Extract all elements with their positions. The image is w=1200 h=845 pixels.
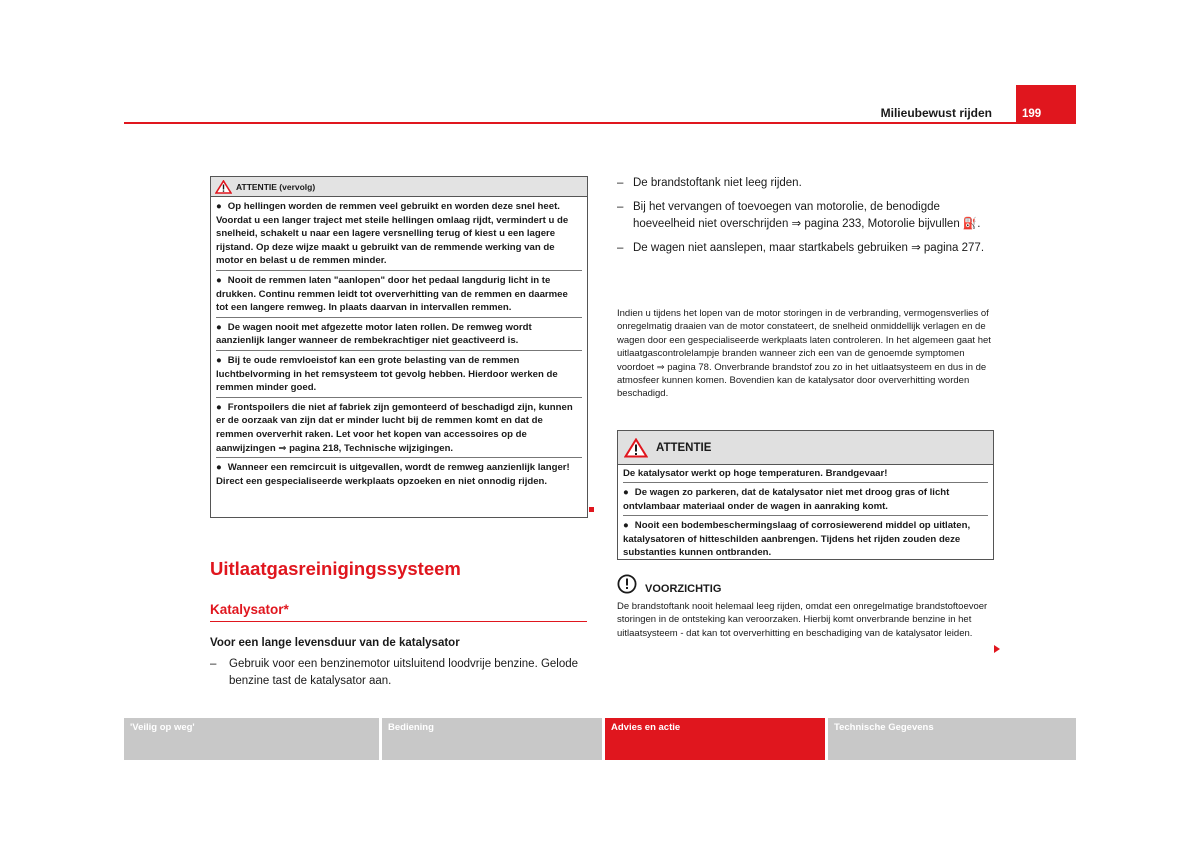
footer-tab-technische-gegevens[interactable]: Technische Gegevens <box>828 718 1076 760</box>
header-rule <box>124 122 1076 124</box>
exclamation-circle-icon <box>617 574 637 594</box>
warning-item: ● Op hellingen worden de remmen veel gebruikt en worden deze snel heet. Voordat u een langer traject met steile hellingen omlaag rijdt, vermindert u de snelheid, schakelt u naar een lagere versnelling terug of kiest u een lagere rijstand. Op deze wijze maakt u gebruikt van de remmende werking van de motor en belast u de remmen minder. <box>216 200 582 271</box>
warning-title: ATTENTIE <box>656 441 712 454</box>
list-item: – Bij het vervangen of toevoegen van motorolie, de benodigde hoeveelheid niet overschrijden ⇒ pagina 233, Motorolie bijvullen ⛽. <box>617 201 981 230</box>
caution-text: De brandstoftank nooit helemaal leeg rijden, omdat een onregelmatige brandstoftoevoer storingen in de ontsteking kan veroorzaken. Hierbij komt onverbrande benzine in het uitlaatsysteem - dat kan tot oververhitting en beschadiging van de katalysator leiden. <box>617 601 988 639</box>
warning-intro: De katalysator werkt op hoge temperaturen. Brandgevaar! <box>623 467 988 483</box>
warning-box-body <box>618 465 993 561</box>
caution-header <box>617 573 721 595</box>
chapter-title: Milieubewust rijden <box>880 106 992 120</box>
warning-triangle-icon <box>624 438 648 458</box>
footer-tab-bediening[interactable]: Bediening <box>382 718 602 760</box>
warning-box-header <box>211 177 587 197</box>
warning-item: ● De wagen zo parkeren, dat de katalysator niet met droog gras of licht ontvlambaar materiaal onder de wagen in aanraking komt. <box>623 486 988 516</box>
warning-item: ● Bij te oude remvloeistof kan een grote belasting van de remmen luchtbelvorming in het remsysteem tot gevolg hebben. Hierdoor werken de remmen minder goed. <box>216 354 582 398</box>
warning-item: ● Frontspoilers die niet af fabriek zijn gemonteerd of beschadigd zijn, kunnen er de oorzaak van zijn dat er minder lucht bij de remmen komt en dat de remmen oververhit raken. Let voor het kopen van accessoires op de aanwijzingen ⇒ pagina 218, Technische wijzigingen. <box>216 401 582 458</box>
warning-item: ● De wagen nooit met afgezette motor laten rollen. De remweg wordt aanzienlijk langer wanneer de rembekrachtiger niet geactiveerd is. <box>216 321 582 351</box>
caution-title: VOORZICHTIG <box>645 583 722 595</box>
footer-tab-advies-en-actie[interactable]: Advies en actie <box>605 718 825 760</box>
body-paragraph: Indien u tijdens het lopen van de motor storingen in de verbranding, vermogensverlies of onregelmatig draaien van de motor constateert, de snelheid onmiddellijk verlagen en de wagen door een gespecialiseerde werkplaats laten controleren. In het algemeen gaat het uitlaatgascontrolelampje branden wanneer zich een van de genoemde symptomen voordoet ⇒ pagina 78. Onverbrande brandstof zou zo in het uitlaatsysteem en dus in de atmosfeer kunnen komen. Bovendien kan de katalysator door oververhitting worden beschadigd. <box>617 308 991 400</box>
subsection-title: Katalysator* <box>210 602 289 617</box>
list-item: – De brandstoftank niet leeg rijden. <box>617 177 802 189</box>
warning-item: ● Nooit de remmen laten "aanlopen" door het pedaal langdurig licht in te drukken. Continu remmen leidt tot oververhitting van de remmen en daarmee tot een langere remweg. In plaats daarvan in intervallen remmen. <box>216 274 582 318</box>
warning-box-continued <box>210 176 588 518</box>
instruction-list <box>617 175 1002 264</box>
list-item: – Gebruik voor een benzinemotor uitsluitend loodvrije benzine. Gelode benzine tast de katalysator aan. <box>210 658 579 687</box>
section-end-marker <box>589 507 594 512</box>
warning-item: ● Nooit een bodembeschermingslaag of corrosiewerend middel op uitlaten, katalysatoren of hitteschilden aanbrengen. Tijdens het rijden zouden deze substanties kunnen ontbranden. <box>623 520 971 559</box>
page-number: 199 <box>1022 108 1042 120</box>
warning-box <box>617 430 994 560</box>
continue-arrow-icon <box>994 645 1000 653</box>
warning-triangle-icon <box>215 180 232 194</box>
warning-box-header <box>618 431 993 465</box>
subsection-rule <box>210 621 587 622</box>
warning-box-body <box>211 197 587 490</box>
list-item: – De wagen niet aanslepen, maar startkabels gebruiken ⇒ pagina 277. <box>617 242 985 254</box>
section-title: Uitlaatgasreinigingssysteem <box>210 558 461 579</box>
subheading: Voor een lange levensduur van de katalysator <box>210 637 460 649</box>
instruction-list <box>210 656 590 690</box>
warning-item: ● Wanneer een remcircuit is uitgevallen, wordt de remweg aanzienlijk langer! Direct een gespecialiseerde werkplaats opzoeken en niet onnodig rijden. <box>216 462 570 487</box>
warning-title: ATTENTIE (vervolg) <box>236 181 316 192</box>
footer-tab-veilig-op-weg[interactable]: 'Veilig op weg' <box>124 718 379 760</box>
